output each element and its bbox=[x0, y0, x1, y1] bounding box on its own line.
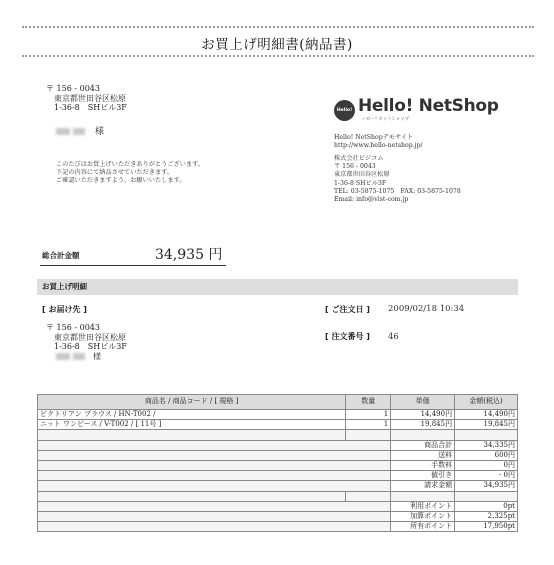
recipient-message bbox=[56, 161, 204, 186]
summary-label: 商品合計 bbox=[391, 440, 455, 450]
shop-logo-name: Hello! NetShop bbox=[358, 96, 499, 116]
section-title: お買上げ明細 bbox=[37, 279, 518, 295]
recipient-postal: 〒 156 - 0043 bbox=[46, 84, 100, 93]
table-row bbox=[38, 410, 518, 420]
blank-row bbox=[38, 491, 518, 501]
total-value: 34,935 円 bbox=[155, 247, 223, 263]
header-product: 商品名 / 商品コード / [ 規格 ] bbox=[38, 395, 346, 410]
shop-address: 東京都世田谷区松原 bbox=[334, 171, 390, 179]
total-label: 総合計金額 bbox=[42, 251, 80, 260]
shop-email: Email: info@vist-com.jp bbox=[334, 196, 409, 204]
points-value: 17,950pt bbox=[455, 522, 518, 532]
table-row bbox=[38, 420, 518, 430]
summary-label: 値引き bbox=[391, 471, 455, 481]
document-title: お買上げ明細書(納品書) bbox=[201, 37, 353, 53]
item-name: ビクトリアン ブラウス / HN-T002 / bbox=[38, 410, 346, 420]
delivery-name bbox=[46, 352, 127, 362]
summary-value: 34,335円 bbox=[455, 440, 518, 450]
delivery-postal: 〒 156 - 0043 bbox=[46, 323, 100, 332]
order-number: 46 bbox=[388, 332, 399, 342]
order-date: 2009/02/18 10:34 bbox=[388, 304, 465, 314]
shop-company: 株式会社ビジコム bbox=[334, 155, 384, 162]
shop-logo-tagline: ハロー! ネットショップ bbox=[362, 117, 409, 122]
recipient-name bbox=[56, 128, 104, 138]
points-label: 加算ポイント bbox=[391, 512, 455, 522]
delivery-address-line1: 東京都世田谷区松原 bbox=[54, 332, 126, 342]
item-name: ニット ワンピース / V-T002 / [ 11号 ] bbox=[38, 420, 346, 430]
shop-postal: 〒 156 - 0043 bbox=[334, 163, 376, 171]
delivery-honorific: 様 bbox=[93, 351, 101, 361]
summary-label: 送料 bbox=[391, 450, 455, 460]
summary-value: - 0円 bbox=[455, 471, 518, 481]
shop-site-url: http://www.hello-netshop.jp/ bbox=[334, 142, 423, 150]
shop-address2: 1-36-8 SHビル3F bbox=[334, 179, 387, 187]
recipient-address-line2: 1-36-8 SHビル3F bbox=[54, 103, 127, 112]
points-value: 2,325pt bbox=[455, 512, 518, 522]
shop-site bbox=[334, 134, 423, 150]
summary-row bbox=[38, 450, 518, 460]
shop-logo bbox=[334, 98, 524, 122]
item-qty: 1 bbox=[346, 420, 391, 430]
delivery-name-redacted bbox=[73, 353, 85, 360]
order-number-label: [ 注文番号 ] bbox=[325, 332, 370, 341]
header-unit-price: 単価 bbox=[391, 395, 455, 410]
delivery-address bbox=[46, 323, 127, 361]
summary-label: 手数料 bbox=[391, 461, 455, 471]
message-line: ご確認いただきますよう、お願いいたします。 bbox=[56, 177, 186, 185]
message-line: このたびはお買上げいただきありがとうございます。 bbox=[56, 161, 205, 168]
item-amount: 14,490円 bbox=[455, 410, 518, 420]
shop-site-label: Hello! NetShopデモサイト bbox=[334, 134, 414, 141]
recipient-name-redacted bbox=[56, 128, 70, 135]
items-table bbox=[37, 394, 518, 532]
order-date-label: [ ご注文日 ] bbox=[325, 305, 370, 314]
item-amount: 19,845円 bbox=[455, 420, 518, 430]
summary-row bbox=[38, 440, 518, 450]
summary-row bbox=[38, 471, 518, 481]
summary-row bbox=[38, 481, 518, 491]
table-header-row bbox=[38, 395, 518, 410]
points-row bbox=[38, 522, 518, 532]
points-row bbox=[38, 512, 518, 522]
summary-label: 請求金額 bbox=[391, 481, 455, 491]
delivery-name-redacted bbox=[56, 353, 70, 360]
recipient-name-redacted bbox=[73, 128, 85, 135]
item-qty: 1 bbox=[346, 410, 391, 420]
bottom-dotted-rule bbox=[22, 55, 534, 57]
shop-contact bbox=[334, 155, 461, 204]
blank-row bbox=[38, 430, 518, 440]
summary-value: 600円 bbox=[455, 450, 518, 460]
item-unit-price: 19,845円 bbox=[391, 420, 455, 430]
points-value: 0pt bbox=[455, 501, 518, 511]
delivery-label: [ お届け先 ] bbox=[42, 305, 87, 314]
summary-row bbox=[38, 461, 518, 471]
recipient-address-line1: 東京都世田谷区松原 bbox=[54, 93, 126, 103]
message-line: 下記の内容にて納品させていただきます。 bbox=[56, 169, 174, 177]
header-qty: 数量 bbox=[346, 395, 391, 410]
delivery-address-line2: 1-36-8 SHビル3F bbox=[54, 342, 127, 351]
points-row bbox=[38, 501, 518, 511]
recipient-address bbox=[46, 84, 127, 113]
shop-logo-badge: Hello! bbox=[334, 100, 355, 121]
points-label: 利用ポイント bbox=[391, 501, 455, 511]
top-dotted-rule bbox=[22, 26, 534, 28]
total-underline bbox=[40, 265, 226, 266]
summary-value: 34,935円 bbox=[455, 481, 518, 491]
summary-value: 0円 bbox=[455, 461, 518, 471]
header-amount: 金額(税込) bbox=[455, 395, 518, 410]
shop-tel-fax: TEL: 03-5875-1075 FAX: 03-5875-1078 bbox=[334, 187, 461, 195]
recipient-honorific: 様 bbox=[95, 127, 105, 137]
points-label: 所有ポイント bbox=[391, 522, 455, 532]
item-unit-price: 14,490円 bbox=[391, 410, 455, 420]
